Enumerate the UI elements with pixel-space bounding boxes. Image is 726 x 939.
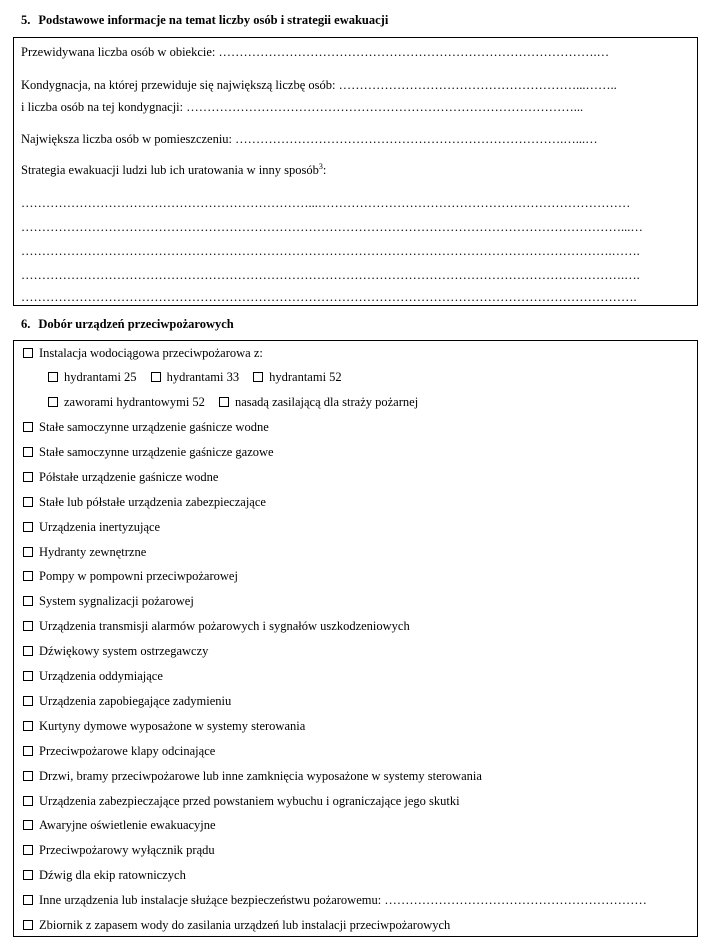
valve-options-row	[48, 394, 432, 410]
device-item-label: Drzwi, bramy przeciwpożarowe lub inne zamknięcia wyposażone w systemy sterowania	[39, 768, 482, 783]
max-storey-field[interactable]: Kondygnacja, na której przewiduje się największą liczbę osób: …………………………………………………...……..	[21, 78, 617, 92]
option-label: hydrantami 52	[269, 370, 342, 384]
option-label: hydrantami 33	[166, 370, 240, 384]
device-item[interactable]	[23, 419, 269, 435]
strategy-line-4[interactable]: ……………………………………………………………………………………………………………………………….….	[21, 268, 640, 282]
device-item[interactable]	[23, 743, 215, 759]
device-item-label: Urządzenia zapobiegające zadymieniu	[39, 693, 232, 708]
device-item[interactable]	[23, 718, 305, 734]
device-item-label: Awaryjne oświetlenie ewakuacyjne	[39, 818, 216, 833]
section-6-box	[13, 340, 698, 937]
device-item-label: Dźwiękowy system ostrzegawczy	[39, 644, 209, 659]
checkbox[interactable]	[23, 870, 33, 880]
device-item-label: Urządzenia oddymiające	[39, 669, 163, 683]
checkbox[interactable]	[219, 397, 229, 407]
checkbox[interactable]	[23, 472, 33, 482]
device-item-label: Kurtyny dymowe wyposażone w systemy sterowania	[39, 718, 306, 733]
device-item-label: Urządzenia transmisji alarmów pożarowych i sygnałów uszkodzeniowych	[39, 619, 410, 634]
water-installation-label: Instalacja wodociągowa przeciwpożarowa z:	[39, 346, 263, 360]
device-item[interactable]	[23, 768, 482, 784]
device-item-label: Inne urządzenia lub instalacje służące bezpieczeństwu pożarowemu: ………………………………………………………	[39, 893, 647, 908]
option-label: zaworami hydrantowymi 52	[64, 395, 205, 409]
section-6-number: 6.	[21, 317, 31, 331]
device-item-label: Przeciwpożarowy wyłącznik prądu	[39, 843, 215, 858]
checkbox[interactable]	[23, 920, 33, 930]
section-6-heading	[21, 317, 234, 332]
strategy-line-3[interactable]: …………………………………………………………………………………………………………………………….…….	[21, 244, 640, 258]
device-item-label: Półstałe urządzenie gaśnicze wodne	[39, 469, 219, 484]
option-label: nasadą zasilającą dla straży pożarnej	[234, 395, 419, 409]
evacuation-strategy-label	[21, 162, 691, 178]
checkbox[interactable]	[48, 372, 58, 382]
evacuation-strategy-text: Strategia ewakuacji ludzi lub ich uratowania w inny sposób	[21, 163, 319, 177]
option-label: hydrantami 25	[64, 370, 137, 384]
device-item[interactable]	[23, 917, 450, 933]
checkbox[interactable]	[23, 646, 33, 656]
device-item[interactable]	[23, 793, 460, 809]
hydrant-33-option[interactable]	[151, 369, 240, 385]
device-item-label: Zbiornik z zapasem wody do zasilania urządzeń lub instalacji przeciwpożarowych	[39, 918, 451, 932]
hydrant-25-option[interactable]	[48, 369, 137, 385]
water-installation-item[interactable]	[23, 345, 263, 361]
checkbox[interactable]	[23, 771, 33, 781]
device-item[interactable]	[23, 693, 231, 709]
hydrant-options-row	[48, 369, 356, 385]
device-item[interactable]	[23, 494, 266, 510]
device-item[interactable]	[23, 544, 146, 560]
footnote-marker: 3	[318, 162, 323, 171]
device-item[interactable]	[23, 892, 647, 908]
checkbox[interactable]	[23, 596, 33, 606]
checkbox[interactable]	[23, 621, 33, 631]
checkbox[interactable]	[23, 895, 33, 905]
section-6-title: Dobór urządzeń przeciwpożarowych	[38, 317, 234, 331]
device-item-label: Dźwig dla ekip ratowniczych	[39, 868, 186, 883]
device-item[interactable]	[23, 643, 208, 659]
device-item[interactable]	[23, 867, 186, 883]
device-item[interactable]	[23, 817, 216, 833]
device-item-label: Stałe lub półstałe urządzenia zabezpieczające	[39, 494, 266, 509]
section-5-number: 5.	[21, 13, 31, 27]
device-item[interactable]	[23, 519, 160, 535]
hydrant-52-option[interactable]	[253, 369, 342, 385]
hydrant-valves-52-option[interactable]	[48, 394, 205, 410]
device-item-label: Urządzenia zabezpieczające przed powstaniem wybuchu i ograniczające jego skutki	[39, 793, 460, 808]
section-5-title: Podstawowe informacje na temat liczby osób i strategii ewakuacji	[38, 13, 389, 27]
checkbox[interactable]	[23, 696, 33, 706]
device-item-label: Urządzenia inertyzujące	[39, 519, 161, 534]
device-item-label: Stałe samoczynne urządzenie gaśnicze gazowe	[39, 444, 274, 459]
strategy-line-5[interactable]: ………………………………………………………………………………………………………………………………….	[21, 290, 637, 304]
checkbox[interactable]	[23, 497, 33, 507]
checkbox[interactable]	[23, 796, 33, 806]
strategy-line-2[interactable]: ………………………………………………………………………………………………………………………………...…	[21, 220, 643, 234]
strategy-colon: :	[322, 163, 327, 177]
room-max-people-field[interactable]: Największa liczba osób w pomieszczeniu: …………………………………………………………………….…...…	[21, 132, 598, 146]
device-item-label: System sygnalizacji pożarowej	[39, 594, 194, 609]
checkbox[interactable]	[23, 746, 33, 756]
expected-people-field[interactable]: Przewidywana liczba osób w obiekcie: ……………………………………………………………………………….…	[21, 45, 610, 59]
checkbox[interactable]	[23, 571, 33, 581]
checkbox[interactable]	[23, 422, 33, 432]
checkbox[interactable]	[23, 845, 33, 855]
checkbox[interactable]	[23, 547, 33, 557]
checkbox[interactable]	[151, 372, 161, 382]
checkbox[interactable]	[48, 397, 58, 407]
checkbox[interactable]	[253, 372, 263, 382]
device-item[interactable]	[23, 668, 163, 684]
checkbox[interactable]	[23, 447, 33, 457]
checkbox[interactable]	[23, 348, 33, 358]
strategy-line-1[interactable]: ……………………………………………………………...…………………………………………………………………	[21, 196, 631, 210]
checkbox[interactable]	[23, 721, 33, 731]
device-item[interactable]	[23, 842, 215, 858]
storey-people-count-field[interactable]: i liczba osób na tej kondygnacji: …………………………………………………………………………………...	[21, 100, 584, 114]
device-item[interactable]	[23, 568, 238, 584]
device-item[interactable]	[23, 469, 218, 485]
checkbox[interactable]	[23, 820, 33, 830]
checkbox[interactable]	[23, 671, 33, 681]
section-5-box	[13, 37, 698, 306]
device-item[interactable]	[23, 593, 194, 609]
section-5-heading	[21, 13, 388, 28]
device-item-label: Hydranty zewnętrzne	[39, 544, 147, 559]
device-item[interactable]	[23, 444, 274, 460]
device-item-label: Pompy w pompowni przeciwpożarowej	[39, 569, 238, 584]
device-item-label: Stałe samoczynne urządzenie gaśnicze wodne	[39, 420, 269, 434]
device-item-label: Przeciwpożarowe klapy odcinające	[39, 743, 216, 758]
device-item[interactable]	[23, 618, 410, 634]
checkbox[interactable]	[23, 522, 33, 532]
fire-brigade-inlet-option[interactable]	[219, 394, 418, 410]
